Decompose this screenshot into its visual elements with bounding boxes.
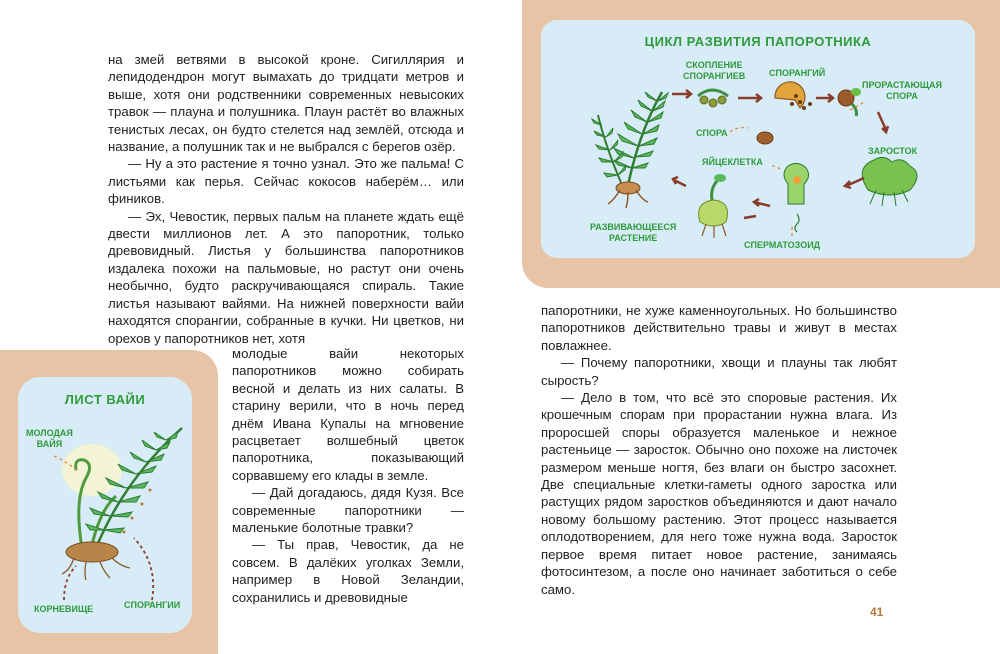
- paragraph: — Эх, Чевостик, первых пальм на планете ждать ещё двести миллионов лет. А это папоротник, только древовидный. Листья у большинства папоротников издалека похожи на пальмовые, но растут они очень необычно, будто раскручивающаяся спираль. Такие листья называют вайями. На нижней поверхности вайи находятся спорангии, собранные в кучки. Ни цветков, ни орехов у папоротников нет, хотя: [108, 208, 464, 346]
- page-number: 41: [870, 605, 884, 619]
- fern-leaf-title: ЛИСТ ВАЙИ: [64, 392, 146, 407]
- label-young-frond: МОЛОДАЯ ВАЙЯ: [26, 428, 73, 449]
- label-prothallus: ЗАРОСТОК: [868, 146, 918, 156]
- paragraph: молодые вайи некоторых папоротников можно собирать весной и делать из них салаты. В старину верили, что в ночь перед днём Ивана Купалы на мгновение расцветает волшебный цветок папоротника, показывающий сорвавшему его клады в земле.: [232, 346, 464, 483]
- paragraph: — Ну а это растение я точно узнал. Это же пальма! С листьями как перья. Сейчас кокосов наберём… или фиников.: [108, 156, 464, 207]
- paragraph: — Ты прав, Чевостик, да не совсем. В далёких уголках Земли, например в Новой Зеландии, сохранились и древовидные: [232, 537, 464, 605]
- left-column-text: [108, 51, 464, 347]
- fern-cycle-title: ЦИКЛ РАЗВИТИЯ ПАПОРОТНИКА: [644, 34, 872, 49]
- right-column-text: [541, 302, 897, 598]
- label-spore: СПОРА: [696, 128, 728, 138]
- label-germinating-spore: ПРОРАСТАЮЩАЯ СПОРА: [862, 80, 942, 101]
- paragraph: папоротники, не хуже каменноугольных. Но большинство папоротников действительно травы и живут в местах повлажнее.: [541, 303, 897, 353]
- left-narrow-column-text: [232, 345, 464, 606]
- label-sporangium: СПОРАНГИЙ: [769, 68, 826, 78]
- label-sporangia: СПОРАНГИИ: [124, 600, 181, 610]
- label-egg-cell: ЯЙЦЕКЛЕТКА: [702, 157, 763, 167]
- label-sperm: СПЕРМАТОЗОИД: [744, 240, 821, 250]
- paragraph: — Дай догадаюсь, дядя Кузя. Все современные папоротники — маленькие болотные травки?: [232, 485, 464, 536]
- label-rhizome: КОРНЕВИЩЕ: [34, 604, 94, 614]
- paragraph: — Дело в том, что всё это споровые растения. Их крошечным спорам при прорастании нужна влага. Из проросшей споры образуется маленькое и нежное растеньице — заросток. Обычно оно похоже на листочек размером меньше ногтя, без влаги он быстро засохнет. Две специальные клетки-гаметы одного заростка или растущих рядом заростков объединяются и дают начало новому большому растению. Этот процесс называется оплодотворением, для него тоже нужна вода. Заросток первое время питает новое растение, занимаясь фотосинтезом, а после оно начинает заботиться о себе само.: [541, 390, 897, 597]
- label-sporangia-cluster: СКОПЛЕНИЕ СПОРАНГИЕВ: [683, 60, 746, 81]
- rhizome-icon: [62, 542, 130, 580]
- paragraph: — Почему папоротники, хвощи и плауны так любят сырость?: [541, 355, 897, 388]
- paragraph: на змей ветвями в высокой кроне. Сигиллярия и лепидодендрон могут вымахать до тридцати метров и выше, хотя они родственники современных невысоких травок — плауна и полушника. Плаун растёт во влажных тенистых лесах, он будто стелется над землёй, отсюда и название, а полушник так и не выбрался с берегов озёр.: [108, 52, 464, 155]
- label-developing-plant: РАЗВИВАЮЩЕЕСЯ РАСТЕНИЕ: [590, 222, 677, 243]
